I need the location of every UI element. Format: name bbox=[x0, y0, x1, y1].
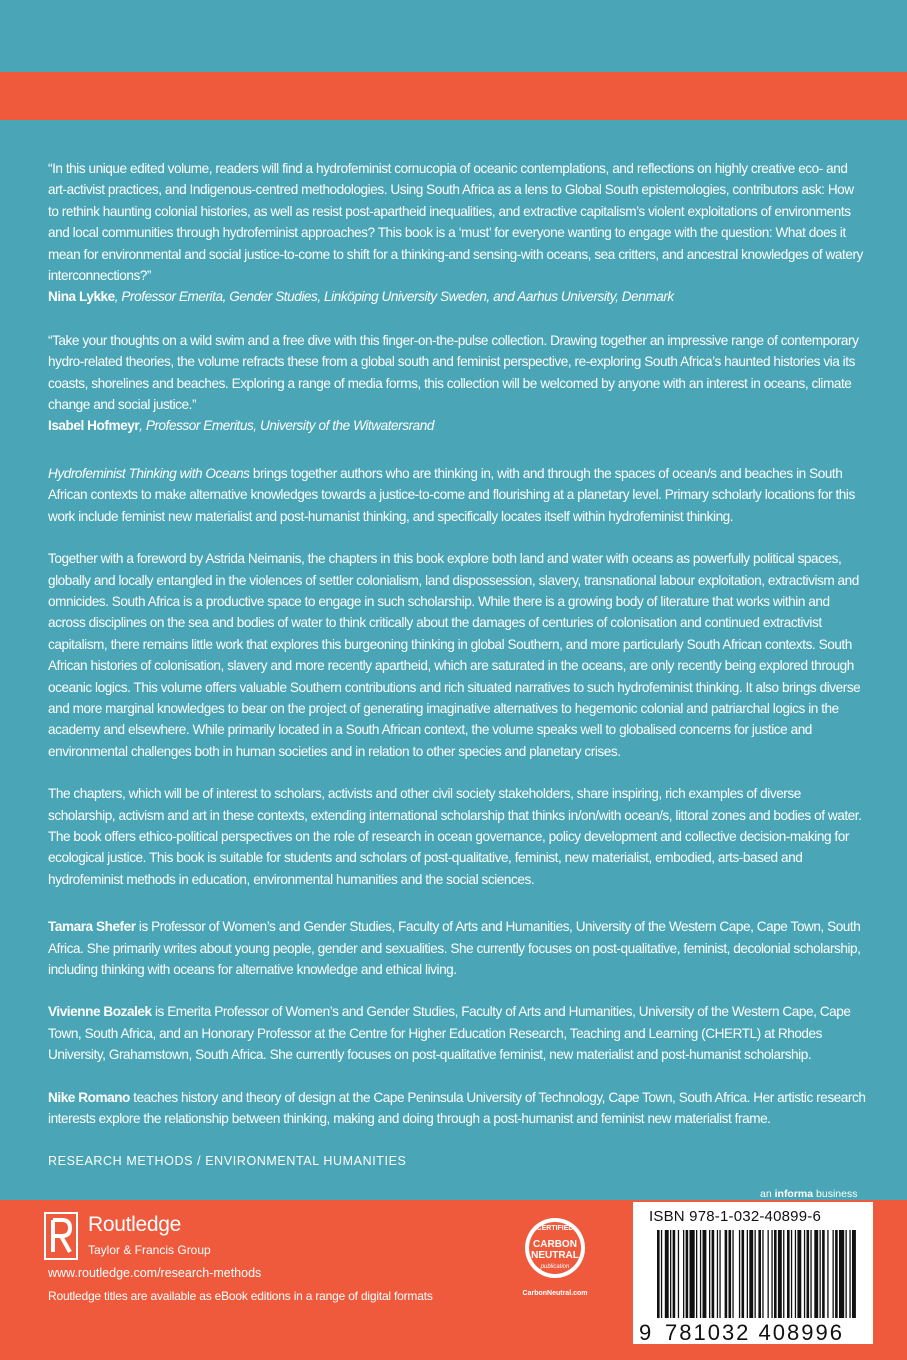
barcode-bar bbox=[700, 1230, 701, 1318]
barcode-bar bbox=[762, 1230, 763, 1318]
description-intro-text: brings together authors who are thinking in, with and through the spaces of ocean/s and beaches in South African contexts to make alternative knowledges towards a justice-to-come and flourishing at a planetary level. Primary scholarly locations for this work include feminist new materialist and post-humanist thinking, and specifically locates itself within hydrofeminist thinking. bbox=[48, 465, 855, 524]
barcode-bar bbox=[778, 1230, 782, 1318]
barcode-bar bbox=[833, 1230, 834, 1318]
editor-name: Nike Romano bbox=[48, 1089, 130, 1105]
barcode-bar bbox=[810, 1230, 811, 1318]
barcode-bar bbox=[835, 1230, 838, 1318]
barcode-bar bbox=[846, 1230, 847, 1318]
barcode-bar bbox=[852, 1230, 856, 1318]
barcode-bar bbox=[787, 1230, 790, 1318]
barcode-bar bbox=[747, 1230, 748, 1318]
endorsement-1 bbox=[48, 158, 866, 308]
informa-prefix: an bbox=[760, 1188, 775, 1200]
publisher-group: Taylor & Francis Group bbox=[88, 1243, 211, 1257]
barcode-bar bbox=[755, 1230, 756, 1318]
endorser-name: Nina Lykke bbox=[48, 289, 115, 305]
barcode-bar bbox=[774, 1230, 777, 1318]
editor-bio-text: is Professor of Women’s and Gender Studies, Faculty of Arts and Humanities, University of the Western Cape, Cape Town, South Africa. She primarily writes about young people, gender and sexualities. She currently focuses on post-qualitative, feminist, decolonial scholarship, including thinking with oceans for alternative knowledge and ethical living. bbox=[48, 919, 861, 977]
isbn-label: ISBN 978-1-032-40899-6 bbox=[649, 1208, 822, 1225]
carbon-neutral-site: CarbonNeutral.com bbox=[522, 1290, 588, 1297]
endorsement-quote: “In this unique edited volume, readers will find a hydrofeminist cornucopia of oceanic contemplations, and reflections on highly creative eco- and art-activist practices, and Indigenous-centred methodologies. Using South Africa as a lens to Global South epistemologies, contributors ask: How to rethink haunting colonial histories, as well as resist post-apartheid inequalities, and extractive capitalism’s violent exploitations of environments and local communities through hydrofeminist approaches? This book is a ‘must’ for everyone wanting to engage with the question: What does it mean for environmental and social justice-to-come to shift for a thinking-and sensing-with oceans, sea critters, and ancestral knowledges of watery interconnections?” bbox=[48, 161, 863, 284]
editor-bio-text: teaches history and theory of design at the Cape Peninsula University of Technology, Cape Town, South Africa. Her artistic research interests explore the relationship between thinking, making and doing through a post-humanist and feminist new materialist frame. bbox=[48, 1089, 866, 1127]
book-title: Hydrofeminist Thinking with Oceans bbox=[48, 465, 250, 481]
barcode-bar bbox=[820, 1230, 821, 1318]
barcode-bar bbox=[814, 1230, 818, 1318]
ebook-note: Routledge titles are available as eBook editions in a range of digital formats bbox=[48, 1289, 433, 1303]
barcode-bar bbox=[719, 1230, 720, 1318]
barcode-bar bbox=[807, 1230, 810, 1318]
bio-editor-1 bbox=[48, 916, 866, 980]
bio-editor-3 bbox=[48, 1087, 866, 1130]
barcode-bar bbox=[771, 1230, 772, 1318]
informa-brand: informa bbox=[774, 1188, 814, 1200]
endorser-affiliation: , Professor Emerita, Gender Studies, Linköping University Sweden, and Aarhus University, Denmark bbox=[114, 289, 674, 305]
barcode-bar bbox=[683, 1230, 684, 1318]
barcode-bar bbox=[725, 1230, 728, 1318]
barcode-icon bbox=[657, 1230, 857, 1322]
carbon-neutral-badge-icon bbox=[516, 1210, 594, 1282]
barcode-bar bbox=[709, 1230, 710, 1318]
barcode-bar bbox=[797, 1230, 801, 1318]
back-cover-text bbox=[48, 158, 866, 1150]
isbn-barcode-block bbox=[633, 1202, 873, 1344]
barcode-bar bbox=[804, 1230, 805, 1318]
description-paragraph-3: The chapters, which will be of interest to scholars, activists and other civil society stakeholders, share inspiring, rich examples of diverse scholarship, activism and art in these contexts, extending international scholarship that thinks in/on/with ocean/s, littoral zones and bodies of water. The book offers ethico-political perspectives on the role of research in ocean governance, policy development and collective decision-making for ecological justice. This book is suitable for students and scholars of post-qualitative, feminist, new materialist, embodied, arts-based and hydrofeminist methods in education, environmental humanities and the social sciences. bbox=[48, 786, 862, 887]
publication-label: publication bbox=[540, 1264, 570, 1270]
barcode-bar bbox=[670, 1230, 671, 1318]
description-intro bbox=[48, 463, 866, 527]
endorser-affiliation: , Professor Emeritus, University of the Witwatersrand bbox=[139, 418, 434, 434]
barcode-bar bbox=[690, 1230, 695, 1318]
informa-tagline bbox=[760, 1188, 857, 1200]
editor-name: Tamara Shefer bbox=[48, 919, 136, 935]
barcode-bar bbox=[657, 1230, 660, 1318]
barcode-bar bbox=[703, 1230, 707, 1318]
barcode-bar bbox=[712, 1230, 715, 1318]
barcode-bar bbox=[696, 1230, 697, 1318]
endorsement-quote: “Take your thoughts on a wild swim and a free dive with this finger-on-the-pulse collection. Drawing together an impressive range of contemporary hydro-related theories, the volume refracts these from a global south and feminist perspective, re-exploring South Africa’s haunted histories via its coasts, shorelines and beaches. Exploring a range of media forms, this collection will be welcomed by anyone with an interest in oceans, climate change and social justice.” bbox=[48, 332, 859, 413]
barcode-bar bbox=[791, 1230, 792, 1318]
routledge-logo-icon bbox=[44, 1212, 78, 1260]
bio-editor-2 bbox=[48, 1001, 866, 1065]
neutral-label: NEUTRAL bbox=[531, 1250, 579, 1261]
informa-suffix: business bbox=[813, 1188, 858, 1200]
barcode-remaining-digits: 781032 408996 bbox=[665, 1320, 844, 1345]
barcode-bar bbox=[768, 1230, 769, 1318]
barcode-first-digit: 9 bbox=[639, 1320, 654, 1345]
barcode-bar bbox=[739, 1230, 740, 1318]
barcode-bar bbox=[822, 1230, 825, 1318]
barcode-bar bbox=[758, 1230, 761, 1318]
barcode-bar bbox=[827, 1230, 828, 1318]
barcode-bar bbox=[665, 1230, 669, 1318]
barcode-bar bbox=[839, 1230, 844, 1318]
subject-category: RESEARCH METHODS / ENVIRONMENTAL HUMANITIES bbox=[48, 1154, 407, 1168]
barcode-bar bbox=[673, 1230, 676, 1318]
barcode-bar bbox=[717, 1230, 718, 1318]
editor-name: Vivienne Bozalek bbox=[48, 1004, 152, 1020]
publisher-name: Routledge bbox=[88, 1213, 182, 1236]
barcode-bar bbox=[678, 1230, 679, 1318]
barcode-bar bbox=[795, 1230, 796, 1318]
barcode-bar bbox=[686, 1230, 689, 1318]
barcode-bar bbox=[729, 1230, 732, 1318]
endorsement-2 bbox=[48, 330, 866, 437]
carbon-label: CARBON bbox=[533, 1239, 577, 1250]
description-paragraph-2: Together with a foreword by Astrida Neimanis, the chapters in this book explore both land and water with oceans as powerfully political spaces, globally and locally entangled in the violences of settler colonialism, land dispossession, slavery, transnational labour exploitation, extractivism and omnicides. South Africa is a productive space to engage in such scholarship. While there is a growing body of literature that works within and across disciplines on the sea and bodies of water to think critically about the damages of centuries of colonisation and continued extractivist capitalism, there remains little work that explores this burgeoning thinking in global Southern, and more particularly South African contexts. South African histories of colonisation, slavery and more recently apartheid, which are saturated in the oceans, are only recently being explored through oceanic logics. This volume offers valuable Southern contributions and rich situated narratives to such hydrofeminist thinking. It also brings diverse and more marginal knowledges to bear on the project of generating imaginative alternatives to hegemonic colonial and patriarchal logics in the academy and elsewhere. While primarily located in a South African context, the volume speaks well to globalised concerns for justice and environmental challenges both in human societies and in relation to other species and planetary crises. bbox=[48, 551, 861, 759]
barcode-bar bbox=[783, 1230, 784, 1318]
top-color-band bbox=[0, 72, 907, 120]
barcode-bar bbox=[749, 1230, 753, 1318]
barcode-bar bbox=[732, 1230, 733, 1318]
barcode-bar bbox=[849, 1230, 850, 1318]
carbon-certified-label: CERTIFIED bbox=[536, 1225, 574, 1232]
barcode-bar bbox=[661, 1230, 662, 1318]
editor-bio-text: is Emerita Professor of Women’s and Gender Studies, Faculty of Arts and Humanities, University of the Western Cape, Cape Town, South Africa, and an Honorary Professor at the Centre for Higher Education Research, Teaching and Learning (CHERTL) at Rhodes University, Grahamstown, South Africa. She currently focuses on post-qualitative feminist, new materialist and post-humanist scholarship. bbox=[48, 1004, 851, 1063]
endorser-name: Isabel Hofmeyr bbox=[48, 418, 140, 434]
barcode-bar bbox=[742, 1230, 745, 1318]
publisher-website-link[interactable]: www.routledge.com/research-methods bbox=[48, 1266, 262, 1280]
